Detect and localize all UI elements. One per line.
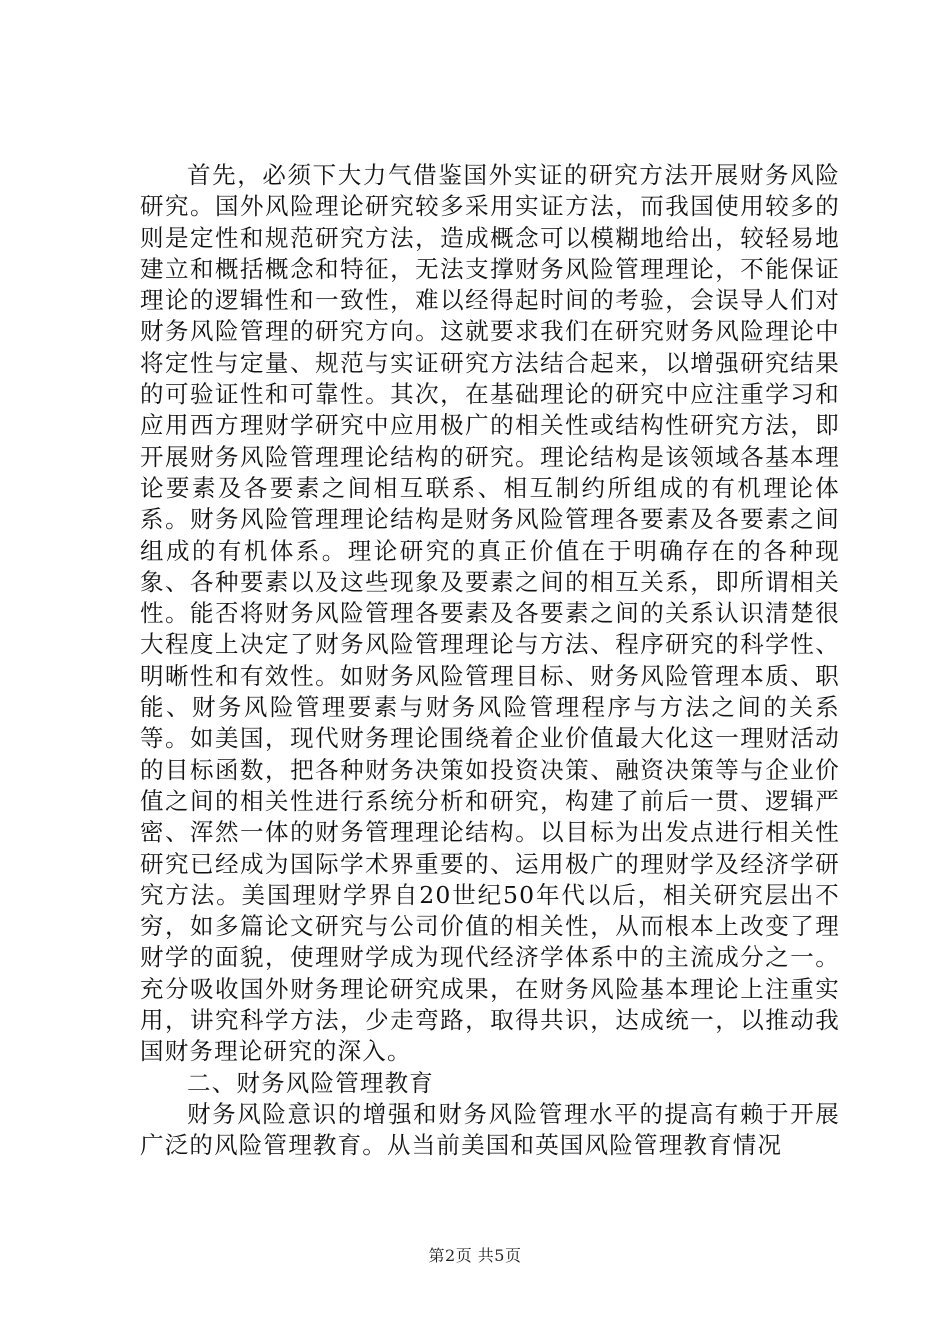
- section-heading: 二、财务风险管理教育: [187, 1068, 434, 1097]
- document-body: [140, 160, 840, 1162]
- section-paragraph: 财务风险意识的增强和财务风险管理水平的提高有赖于开展广泛的风险管理教育。从当前美国和英国风险管理教育情况: [140, 1099, 840, 1160]
- page-number-footer: 第2页 共5页: [428, 1246, 522, 1265]
- body-paragraph: 首先，必须下大力气借鉴国外实证的研究方法开展财务风险研究。国外风险理论研究较多采用实证方法，而我国使用较多的则是定性和规范研究方法，造成概念可以模糊地给出，较轻易地建立和概括概念和特征，无法支撑财务风险管理理论，不能保证理论的逻辑性和一致性，难以经得起时间的考验，会误导人们对财务风险管理的研究方向。这就要求我们在研究财务风险理论中将定性与定量、规范与实证研究方法结合起来，以增强研究结果的可验证性和可靠性。其次，在基础理论的研究中应注重学习和应用西方理财学研究中应用极广的相关性或结构性研究方法，即开展财务风险管理理论结构的研究。理论结构是该领域各基本理论要素及各要素之间相互联系、相互制约所组成的有机理论体系。财务风险管理理论结构是财务风险管理各要素及各要素之间组成的有机体系。理论研究的真正价值在于明确存在的各种现象、各种要素以及这些现象及要素之间的相互关系，即所谓相关性。能否将财务风险管理各要素及各要素之间的关系认识清楚很大程度上决定了财务风险管理理论与方法、程序研究的科学性、明晰性和有效性。如财务风险管理目标、财务风险管理本质、职能、财务风险管理要素与财务风险管理程序与方法之间的关系等。如美国，现代财务理论围绕着企业价值最大化这一理财活动的目标函数，把各种财务决策如投资决策、融资决策等与企业价值之间的相关性进行系统分析和研究，构建了前后一贯、逻辑严密、浑然一体的财务管理理论结构。以目标为出发点进行相关性研究已经成为国际学术界重要的、运用极广的理财学及经济学研究方法。美国理财学界自20世纪50年代以后，相关研究层出不穷，如多篇论文研究与公司价值的相关性，从而根本上改变了理财学的面貌，使理财学成为现代经济学体系中的主流成分之一。充分吸收国外财务理论研究成果，在财务风险基本理论上注重实用，讲究科学方法，少走弯路，取得共识，达成统一，以推动我国财务理论研究的深入。: [140, 161, 840, 1066]
